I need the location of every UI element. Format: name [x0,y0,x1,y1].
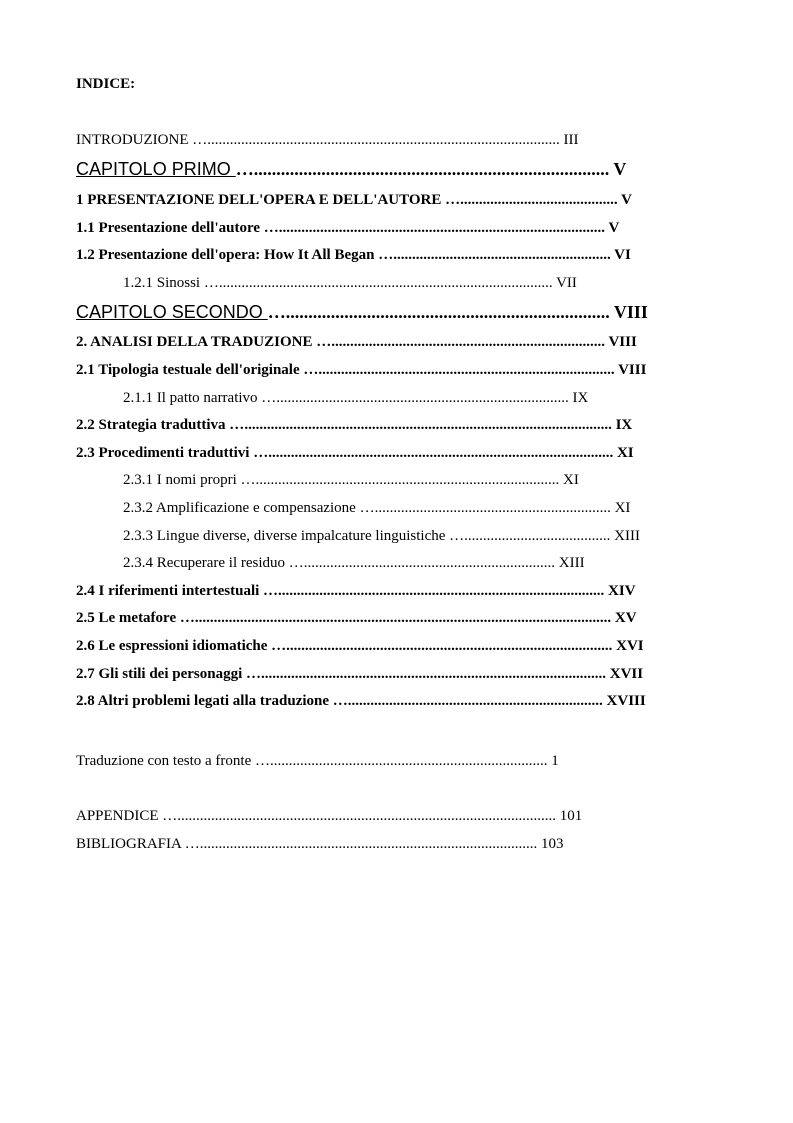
toc-entry-1 [76,193,632,208]
entry-page: VIII [604,334,637,350]
entry-page: 101 [556,808,583,824]
entry-label: 2.2 Strategia traduttiva … [76,417,245,433]
entry-dots: ....................................................................................... [278,583,605,599]
entry-page: VIII [609,302,648,322]
entry-dots: ............................................................................................ [261,666,607,682]
entry-page: XIII [610,528,640,544]
entry-label: CAPITOLO SECONDO [76,302,268,322]
entry-label: INTRODUZIONE … [76,132,208,148]
entry-dots: ............................................................................... [318,362,615,378]
entry-dots: ................................................................... [303,555,556,571]
toc-entry-2-6 [76,639,644,654]
toc-entry-2-3 [76,446,634,461]
toc-entry-1-1 [76,221,619,236]
entry-page: XV [611,610,637,626]
toc-entry-2-4 [76,584,636,599]
entry-page: XVI [612,638,644,654]
toc-entry-2-1 [76,363,646,378]
entry-label: 2.8 Altri problemi legati alla traduzione … [76,693,348,709]
toc-entry-1-2-1 [123,276,577,291]
entry-label: 2.4 I riferimenti intertestuali … [76,583,279,599]
entry-label: 2.6 Le espressioni idiomatiche … [76,638,287,654]
entry-label: 2.3.3 Lingue diverse, diverse impalcature linguistiche … [123,528,465,544]
entry-label: 2.3 Procedimenti traduttivi … [76,445,269,461]
entry-dots: …........................................................................ [267,302,610,322]
entry-label: 2.3.2 Amplificazione e compensazione … [123,500,375,516]
entry-label: BIBLIOGRAFIA … [76,836,200,852]
toc-entry-2-8 [76,694,646,709]
entry-page: IX [568,390,589,406]
toc-heading: INDICE: [76,76,136,92]
entry-page: III [559,132,579,148]
entry-page: XIII [555,555,585,571]
entry-dots: .......................................................... [393,247,611,263]
entry-label: 1.2.1 Sinossi … [123,275,219,291]
entry-page: XVIII [602,693,646,709]
entry-dots: .................................................................... [347,693,603,709]
entry-label: 1.2 Presentazione dell'opera: How It All Began … [76,247,394,263]
entry-dots: .......................................... [460,192,618,208]
entry-dots: .......................................................................... [269,753,548,769]
entry-page: XI [610,500,631,516]
entry-page: VIII [614,362,647,378]
entry-page: XI [559,472,579,488]
toc-entry-1-2 [76,248,631,263]
toc-entry-2 [76,335,637,350]
toc-entry-2-3-2 [123,501,630,516]
entry-label: Traduzione con testo a fronte … [76,753,270,769]
entry-dots: ......................................................................... [331,334,605,350]
entry-page: XIV [604,583,636,599]
entry-label: 2.3.4 Recuperare il residuo … [123,555,304,571]
entry-label: 2.3.1 I nomi propri … [123,472,256,488]
entry-label: 2.1 Tipologia testuale dell'originale … [76,362,319,378]
toc-entry-2-2 [76,418,632,433]
toc-entry-capitolo-primo [76,160,626,178]
entry-label: 2.1.1 Il patto narrativo … [123,390,277,406]
entry-dots: .............................................................................. [276,390,569,406]
entry-page: IX [611,417,633,433]
entry-label: 2.5 Le metafore … [76,610,195,626]
entry-dots: ............................................................................................ [268,445,614,461]
toc-entry-introduzione [76,133,578,148]
entry-dots: ....................................................................................... [286,638,613,654]
entry-page: VI [610,247,631,263]
entry-dots: ............................................................................................................... [194,610,612,626]
toc-entry-2-3-3 [123,529,640,544]
entry-dots: ................................................................................. [255,472,560,488]
entry-page: V [609,159,627,179]
entry-dots: .............................................................................................. [207,132,560,148]
entry-page: 1 [547,753,559,769]
entry-label: 2.7 Gli stili dei personaggi … [76,666,262,682]
toc-entry-2-3-1 [123,473,579,488]
entry-dots: ..................................................................................................... [177,808,557,824]
entry-label: 1 PRESENTAZIONE DELL'OPERA E DELL'AUTORE … [76,192,461,208]
toc-entry-traduzione [76,754,559,769]
entry-dots: ....................................... [464,528,611,544]
toc-entry-2-3-4 [123,556,585,571]
entry-dots: .......................................................................................... [199,836,538,852]
entry-label: 1.1 Presentazione dell'autore … [76,220,279,236]
entry-dots: …............................................................................... [235,159,610,179]
entry-dots: .................................................................................................. [244,417,612,433]
entry-dots: ............................................................... [374,500,611,516]
toc-entry-appendice [76,809,582,824]
entry-label: CAPITOLO PRIMO [76,159,236,179]
toc-entry-capitolo-secondo [76,303,648,321]
entry-page: XI [613,445,634,461]
entry-page: 103 [537,836,564,852]
toc-entry-2-7 [76,667,643,682]
entry-label: 2. ANALISI DELLA TRADUZIONE … [76,334,332,350]
entry-label: APPENDICE … [76,808,178,824]
entry-page: V [617,192,632,208]
toc-entry-2-5 [76,611,637,626]
entry-page: VII [552,275,577,291]
entry-dots: ....................................................................................... [278,220,605,236]
entry-page: V [605,220,620,236]
toc-entry-bibliografia [76,837,564,852]
entry-page: XVII [606,666,644,682]
toc-entry-2-1-1 [123,391,588,406]
entry-dots: ......................................................................................... [218,275,553,291]
